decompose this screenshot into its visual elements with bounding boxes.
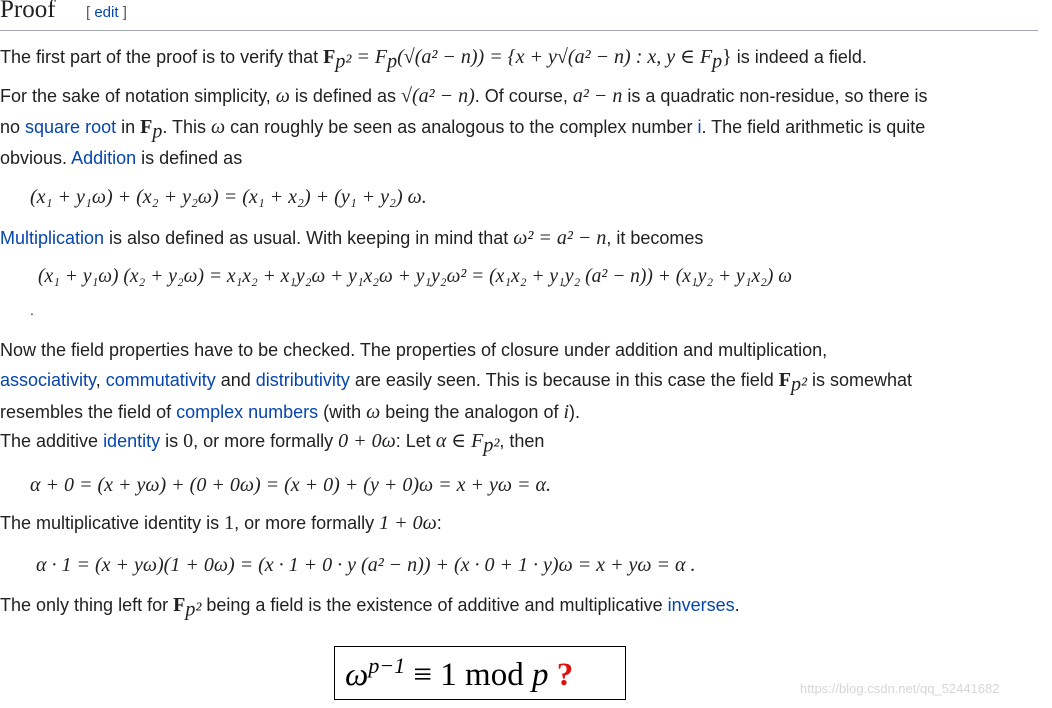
associativity-link[interactable]: associativity — [0, 370, 96, 390]
additive-identity-equation: α + 0 = (x + yω) + (0 + 0ω) = (x + 0) + (y + 0)ω = x + yω = α. — [30, 474, 551, 496]
paragraph-line-3 — [0, 115, 925, 144]
edit-section — [86, 4, 127, 21]
text: The first part of the proof is to verify that — [0, 47, 324, 67]
math-expression: 1 + 0ω — [379, 512, 437, 534]
inverses-link[interactable]: inverses — [667, 595, 735, 615]
math-one: 1 — [224, 512, 235, 534]
edit-link[interactable]: edit — [94, 4, 119, 21]
paragraph-line-7 — [0, 368, 912, 397]
multiplication-link[interactable]: Multiplication — [0, 228, 105, 248]
math-expression: α ∈ F — [435, 430, 484, 452]
paragraph-line-11 — [0, 593, 740, 622]
math-brace: } — [722, 46, 732, 68]
text: , or more formally — [234, 513, 380, 533]
paragraph-line-8 — [0, 400, 580, 424]
paragraph-line-10 — [0, 511, 442, 535]
section-heading — [0, 0, 1038, 31]
imaginary-unit: i — [563, 401, 570, 423]
text: , then — [499, 431, 545, 451]
math-subscript: p — [712, 50, 723, 73]
question-box — [334, 646, 626, 700]
text: being a field is the existence of additive and multiplicative — [201, 595, 668, 615]
text: . The field arithmetic is quite — [701, 117, 926, 137]
math-zero: 0 — [183, 430, 194, 452]
addition-equation: (x₁ + y₁ω) + (x₂ + y₂ω) = (x₁ + x₂) + (y₁ + y₂) ω. — [30, 186, 427, 208]
math-subscript: p — [387, 50, 398, 73]
imaginary-unit-link[interactable]: i — [697, 117, 702, 137]
text: no — [0, 117, 26, 137]
text: is somewhat — [806, 370, 912, 390]
paragraph-line-2 — [0, 84, 928, 108]
paragraph-line-6 — [0, 338, 827, 362]
field-subscript: p² — [335, 50, 352, 73]
text: The only thing left for — [0, 595, 174, 615]
text: is indeed a field. — [731, 47, 867, 67]
paragraph-line-5 — [0, 226, 703, 250]
text: . Of course, — [474, 86, 573, 106]
omega-symbol: ω — [366, 401, 381, 423]
text: . — [734, 595, 740, 615]
text: is also defined as usual. With keeping in mind that — [104, 228, 514, 248]
field-symbol: F — [173, 594, 186, 616]
math-expression: (√(a² − n)) = {x + y√(a² − n) : x, y ∈ F — [397, 46, 713, 68]
exponent: p−1 — [368, 653, 406, 678]
text: Now the field properties have to be checked. The properties of closure under addition and multiplication, — [0, 340, 828, 360]
text: For the sake of notation simplicity, — [0, 86, 276, 106]
text: : — [436, 513, 442, 533]
text: is defined as — [289, 86, 401, 106]
text: are easily seen. This is because in this case the field — [349, 370, 779, 390]
text: and — [215, 370, 256, 390]
equation-end-dot: . — [30, 302, 34, 318]
field-subscript: p² — [185, 598, 202, 621]
math-expression: a² − n — [572, 85, 623, 107]
paragraph-line-1 — [0, 45, 867, 74]
text: is — [160, 431, 184, 451]
congruence-text: ≡ 1 mod — [405, 657, 532, 693]
math-expression: √(a² − n) — [401, 85, 475, 107]
text: , — [95, 370, 106, 390]
paragraph-line-9 — [0, 429, 544, 458]
multiplication-equation: (x₁ + y₁ω) (x₂ + y₂ω) = x₁x₂ + x₁y₂ω + y₁x₂ω + y₁y₂ω² = (x₁x₂ + y₁y₂ (a² − n)) + (x₁y₂ + y₁x₂) ω — [38, 266, 793, 287]
text: resembles the field of — [0, 402, 177, 422]
multiplicative-identity-equation: α · 1 = (x + yω)(1 + 0ω) = (x · 1 + 0 · y (a² − n)) + (x · 0 + 1 · y)ω = x + yω = α . — [36, 554, 696, 576]
question-mark: ? — [548, 657, 574, 693]
edit-bracket-open: [ — [86, 4, 91, 21]
text: is defined as — [136, 148, 243, 168]
text: (with — [318, 402, 367, 422]
math-expression: ω² = a² − n — [513, 227, 607, 249]
text: obvious. — [0, 148, 72, 168]
text: , or more formally — [193, 431, 339, 451]
omega-symbol: ω — [211, 116, 226, 138]
watermark: https://blog.csdn.net/qq_52441682 — [800, 681, 1000, 696]
text: The multiplicative identity is — [0, 513, 225, 533]
text: in — [116, 117, 141, 137]
identity-link[interactable]: identity — [103, 431, 161, 451]
math-text: = F — [351, 46, 388, 68]
addition-link[interactable]: Addition — [71, 148, 137, 168]
text: is a quadratic non-residue, so there is — [622, 86, 928, 106]
text: : Let — [395, 431, 436, 451]
omega-symbol: ω — [275, 85, 290, 107]
section-title: Proof — [0, 0, 56, 23]
edit-bracket-close: ] — [122, 4, 127, 21]
field-subscript: p² — [790, 373, 807, 396]
modulus-p: p — [531, 657, 549, 693]
math-expression: 0 + 0ω — [338, 430, 396, 452]
distributivity-link[interactable]: distributivity — [255, 370, 350, 390]
field-symbol: F — [140, 116, 153, 138]
omega-base: ω — [345, 657, 369, 693]
text: . This — [162, 117, 212, 137]
text: ). — [569, 402, 581, 422]
field-symbol: F — [778, 369, 791, 391]
field-subscript: p — [152, 120, 163, 143]
commutativity-link[interactable]: commutativity — [105, 370, 216, 390]
paragraph-line-4 — [0, 146, 242, 170]
text: can roughly be seen as analogous to the complex number — [225, 117, 698, 137]
complex-numbers-link[interactable]: complex numbers — [176, 402, 319, 422]
text: , it becomes — [606, 228, 704, 248]
square-root-link[interactable]: square root — [25, 117, 117, 137]
field-subscript: p² — [483, 434, 500, 457]
field-symbol: F — [323, 46, 336, 68]
text: The additive — [0, 431, 104, 451]
text: being the analogon of — [380, 402, 564, 422]
question-formula — [345, 653, 573, 694]
